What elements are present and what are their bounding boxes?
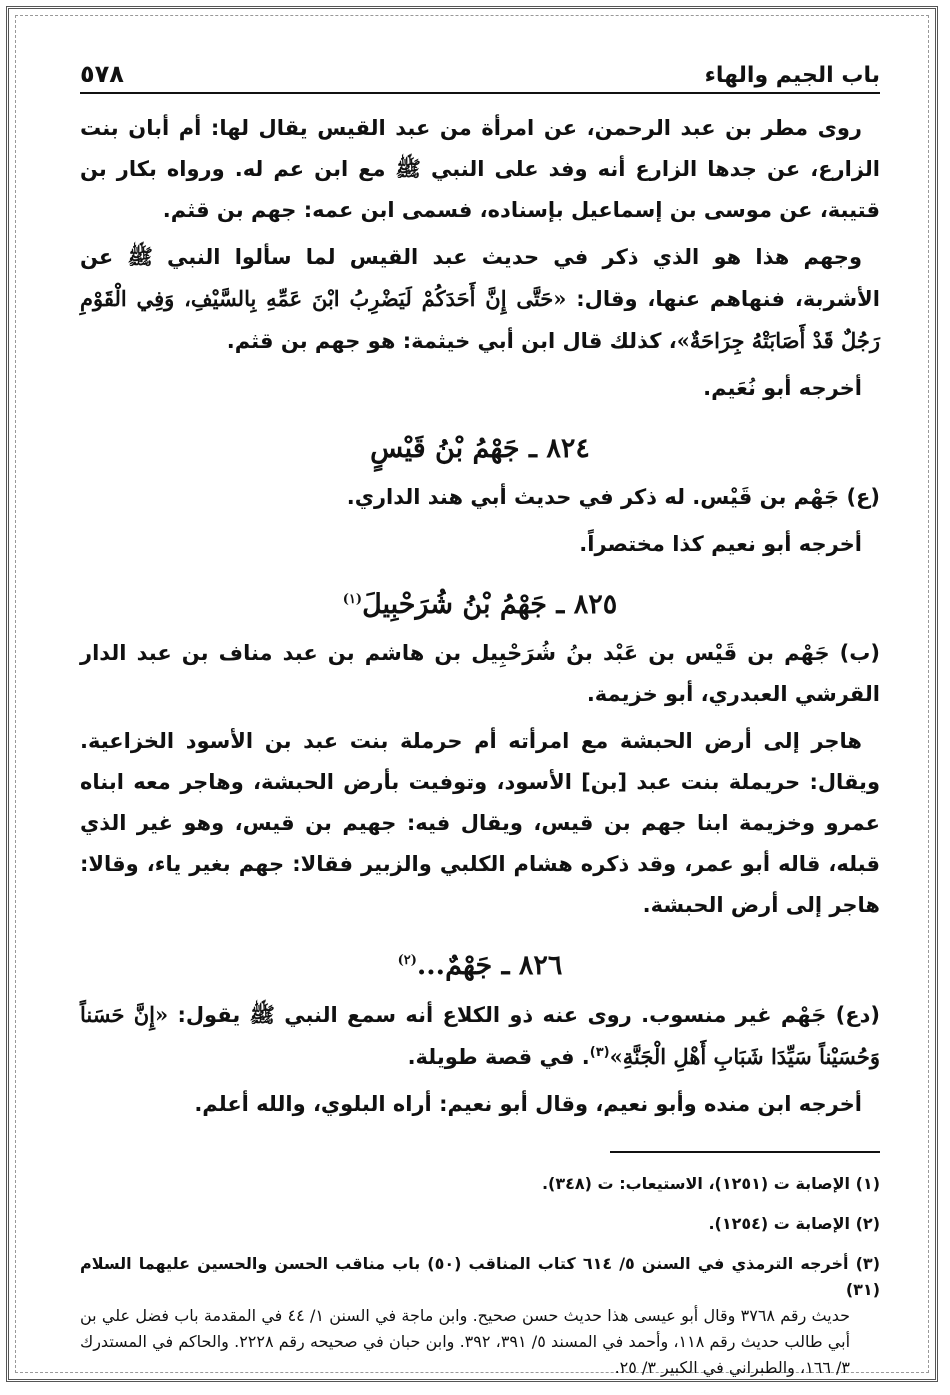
footnote-text: (٣) أخرجه الترمذي في السنن ٥/ ٦١٤ كتاب المناقب (٥٠) باب مناقب الحسن والحسين عليهما السلام (٣١) (80, 1254, 880, 1299)
footnote: (٢) الإصابة ت (١٢٥٤). (708, 1214, 880, 1233)
book-page (80, 60, 880, 1395)
footnote (80, 1251, 880, 1303)
footnote-marker: (٣) (589, 1045, 610, 1060)
main-text (80, 108, 880, 1125)
paragraph: (ع) جَهْم بن قَيْس. له ذكر في حديث أبي هند الداري. (346, 485, 880, 509)
footnote-marker: (٢) (397, 953, 417, 968)
entry-heading (80, 583, 880, 627)
paragraph (80, 994, 880, 1078)
footnote-continuation: حديث رقم ٣٧٦٨ وقال أبو عيسى هذا حديث حسن صحيح. وابن ماجة في السنن ١/ ٤٤ في المقدمة باب فضل علي بن أبي طالب حديث رقم ١١٨، وأحمد في المسند ٥/ ٣٩١، ٣٩٢. وابن حبان في صحيحه رقم ٢٢٢٨. والحاكم في المستدرك ٣/ ١٦٦، والطبراني في الكبير ٣/ ٢٥. (80, 1306, 851, 1377)
footnotes (80, 1171, 880, 1381)
text-run: ، كذلك قال ابن أبي خيثمة: هو جهم بن قثم. (226, 329, 677, 353)
paragraph: (ب) جَهْم بن قَيْس بن عَبْد بنُ شُرَحْبِيل بن هاشم بن عبد مناف بن عبد الدار القرشي العبدري، أبو خزيمة. (80, 641, 880, 706)
footnote-divider (610, 1151, 880, 1153)
hadith-quote: «حَتَّى إِنَّ أَحَدَكُمْ لَيَضْرِبُ ابْنَ عَمِّهِ بِالسَّيْفِ، وَفِي الْقَوْمِ رَجُلٌ قَدْ أَصَابَتْهُ جِرَاحَةٌ» (80, 286, 880, 353)
entry-heading: ٨٢٤ ـ جَهْمُ بْنُ قَيْسٍ (370, 433, 590, 464)
paragraph: روى مطر بن عبد الرحمن، عن امرأة من عبد القيس يقال لها: أم أبان بنت الزارع، عن جدها الزارع أنه وفد على النبي ﷺ مع ابن عم له. ورواه بكار بن قتيبة، عن موسى بن إسماعيل بإسناده، فسمى ابن عمه: جهم بن قثم. (80, 116, 880, 222)
hadith-quote: «إِنَّ حَسَناً وَحُسَيْناً سَيِّدَا شَبَابِ أَهْلِ الْجَنَّةِ» (80, 1002, 880, 1069)
text-run: . في قصة طويلة. (407, 1045, 590, 1069)
entry-heading-text: ٨٢٥ ـ جَهْمُ بْنُ شُرَحْبِيلَ (362, 589, 618, 620)
chapter-title: باب الجيم والهاء (704, 63, 880, 88)
text-run: وجهم هذا هو الذي ذكر في حديث عبد القيس لما سألوا النبي ﷺ عن الأشربة، فنهاهم عنها، وقال: (80, 245, 880, 311)
text-run: (دع) جَهْم غير منسوب. روى عنه ذو الكلاع أنه سمع النبي ﷺ يقول: (168, 1003, 880, 1027)
page-number: ٥٧٨ (80, 60, 124, 88)
entry-heading (80, 944, 880, 988)
running-header (80, 60, 880, 94)
paragraph (80, 237, 880, 362)
footnote-marker: (١) (342, 592, 363, 607)
paragraph: هاجر إلى أرض الحبشة مع امرأته أم حرملة بنت عبد بن الأسود الخزاعية. ويقال: حريملة بنت عبد [بن] الأسود، وتوفيت بأرض الحبشة، وهاجر معه ابناه عمرو وخزيمة ابنا جهم بن قيس، ويقال فيه: جهيم بن قيس، وهو غير الذي قبله، قاله أبو عمر، وقد ذكره هشام الكلبي والزبير فقالا: جهم بغير ياء، وقالا: هاجر إلى أرض الحبشة. (80, 729, 880, 917)
entry-heading-text: ٨٢٦ ـ جَهْمٌ... (416, 950, 563, 981)
paragraph: أخرجه أبو نعيم كذا مختصراً. (579, 532, 862, 556)
footnote: (١) الإصابة ت (١٢٥١)، الاستيعاب: ت (٣٤٨). (541, 1174, 880, 1193)
paragraph: أخرجه ابن منده وأبو نعيم، وقال أبو نعيم: أراه البلوي، والله أعلم. (194, 1092, 862, 1116)
paragraph: أخرجه أبو نُعَيم. (703, 376, 862, 400)
